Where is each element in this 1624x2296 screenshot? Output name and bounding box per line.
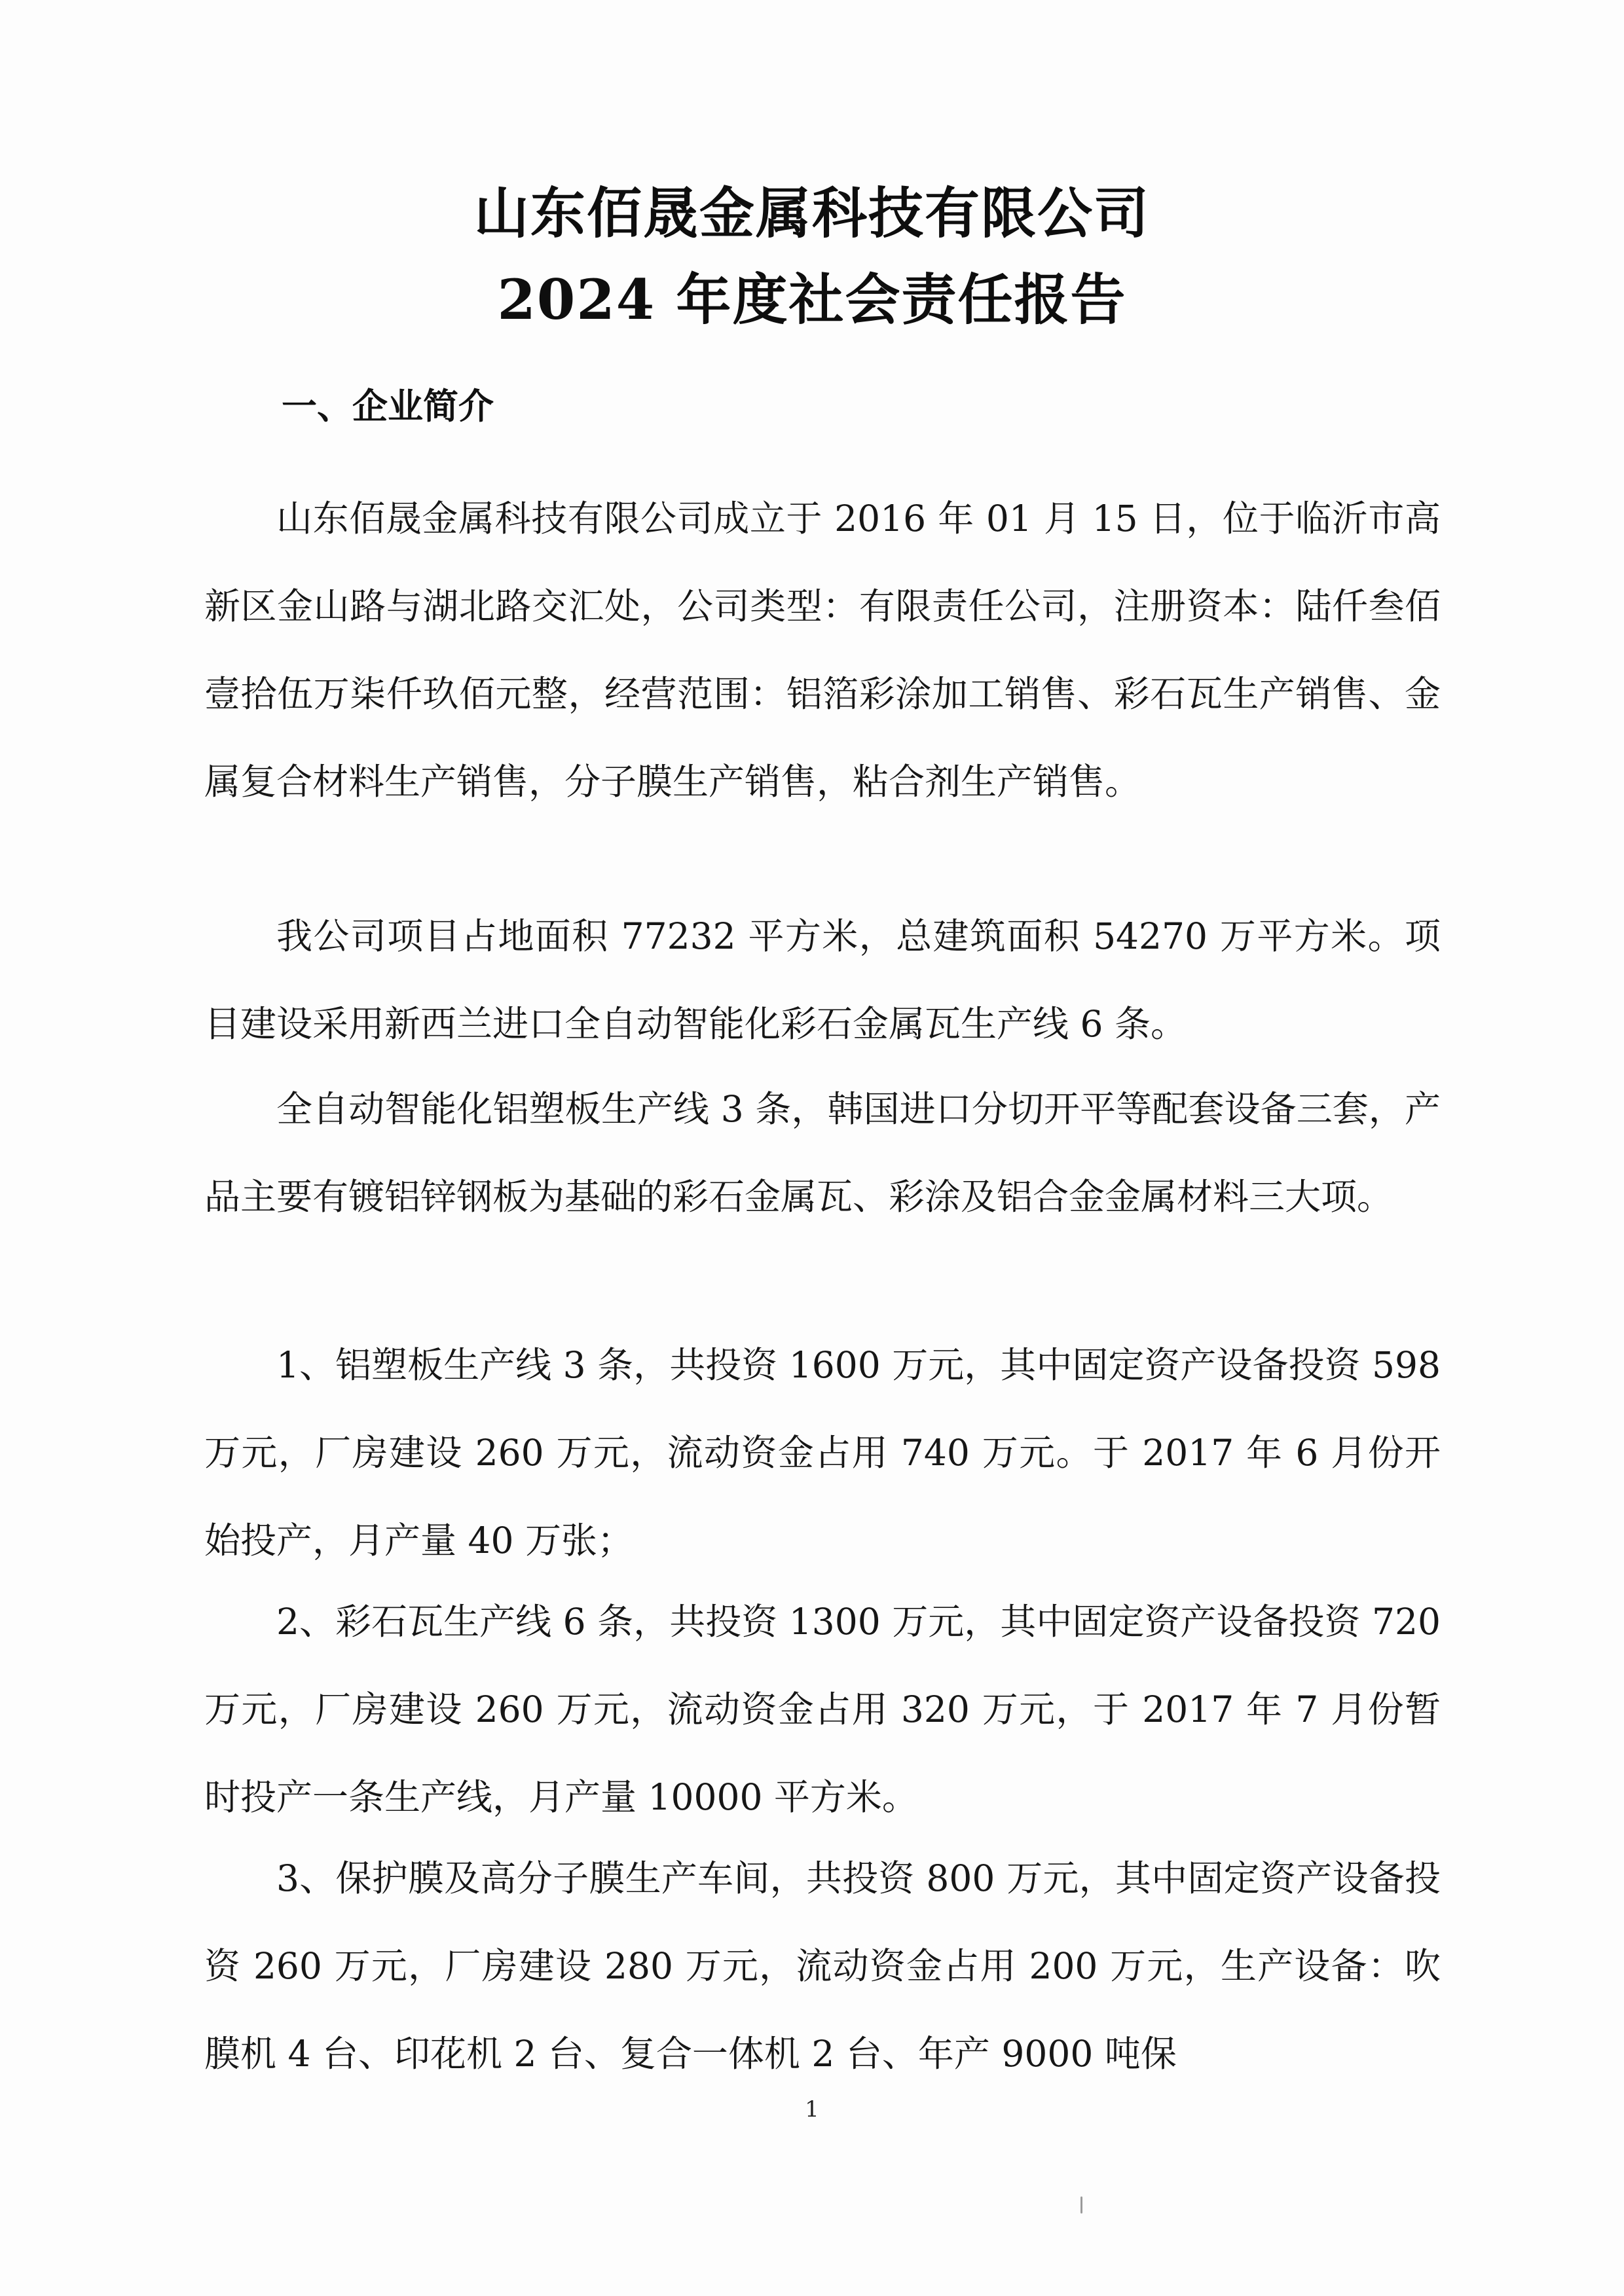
- paragraph-production-lines: 全自动智能化铝塑板生产线 3 条，韩国进口分切开平等配套设备三套，产品主要有镀铝锌钢板为基础的彩石金属瓦、彩涂及铝合金金属材料三大项。: [204, 1088, 1441, 1218]
- page-number: 1: [805, 2096, 819, 2123]
- paragraph-film-workshop: 3、保护膜及高分子膜生产车间，共投资 800 万元，其中固定资产设备投资 260 万元，厂房建设 280 万元，流动资金占用 200 万元，生产设备：吹膜机 4 台、印花机 2 台、复合一体机 2 台、年产 9000 吨保: [204, 1857, 1441, 2075]
- paragraph-stone-tile-line: 2、彩石瓦生产线 6 条，共投资 1300 万元，其中固定资产设备投资 720 万元，厂房建设 260 万元，流动资金占用 320 万元，于 2017 年 7 月份暂时投产一条生产线，月产量 10000 平方米。: [204, 1601, 1441, 1818]
- scan-mark: [1080, 2196, 1082, 2214]
- section-heading: 一、企业简介: [282, 385, 494, 427]
- document-title-report: 2024 年度社会责任报告: [497, 267, 1127, 332]
- paragraph-aluminum-plastic-line: 1、铝塑板生产线 3 条，共投资 1600 万元，其中固定资产设备投资 598 万元，厂房建设 260 万元，流动资金占用 740 万元。于 2017 年 6 月份开始投产，月产量 40 万张；: [204, 1344, 1441, 1561]
- paragraph-company-overview: 山东佰晟金属科技有限公司成立于 2016 年 01 月 15 日，位于临沂市高新区金山路与湖北路交汇处，公司类型：有限责任公司，注册资本：陆仟叁佰壹拾伍万柒仟玖佰元整，经营范围：铝箔彩涂加工销售、彩石瓦生产销售、金属复合材料生产销售，分子膜生产销售，粘合剂生产销售。: [204, 498, 1441, 803]
- paragraph-project-area: 我公司项目占地面积 77232 平方米，总建筑面积 54270 万平方米。项目建设采用新西兰进口全自动智能化彩石金属瓦生产线 6 条。: [204, 915, 1441, 1045]
- document-title-company: 山东佰晟金属科技有限公司: [473, 181, 1150, 246]
